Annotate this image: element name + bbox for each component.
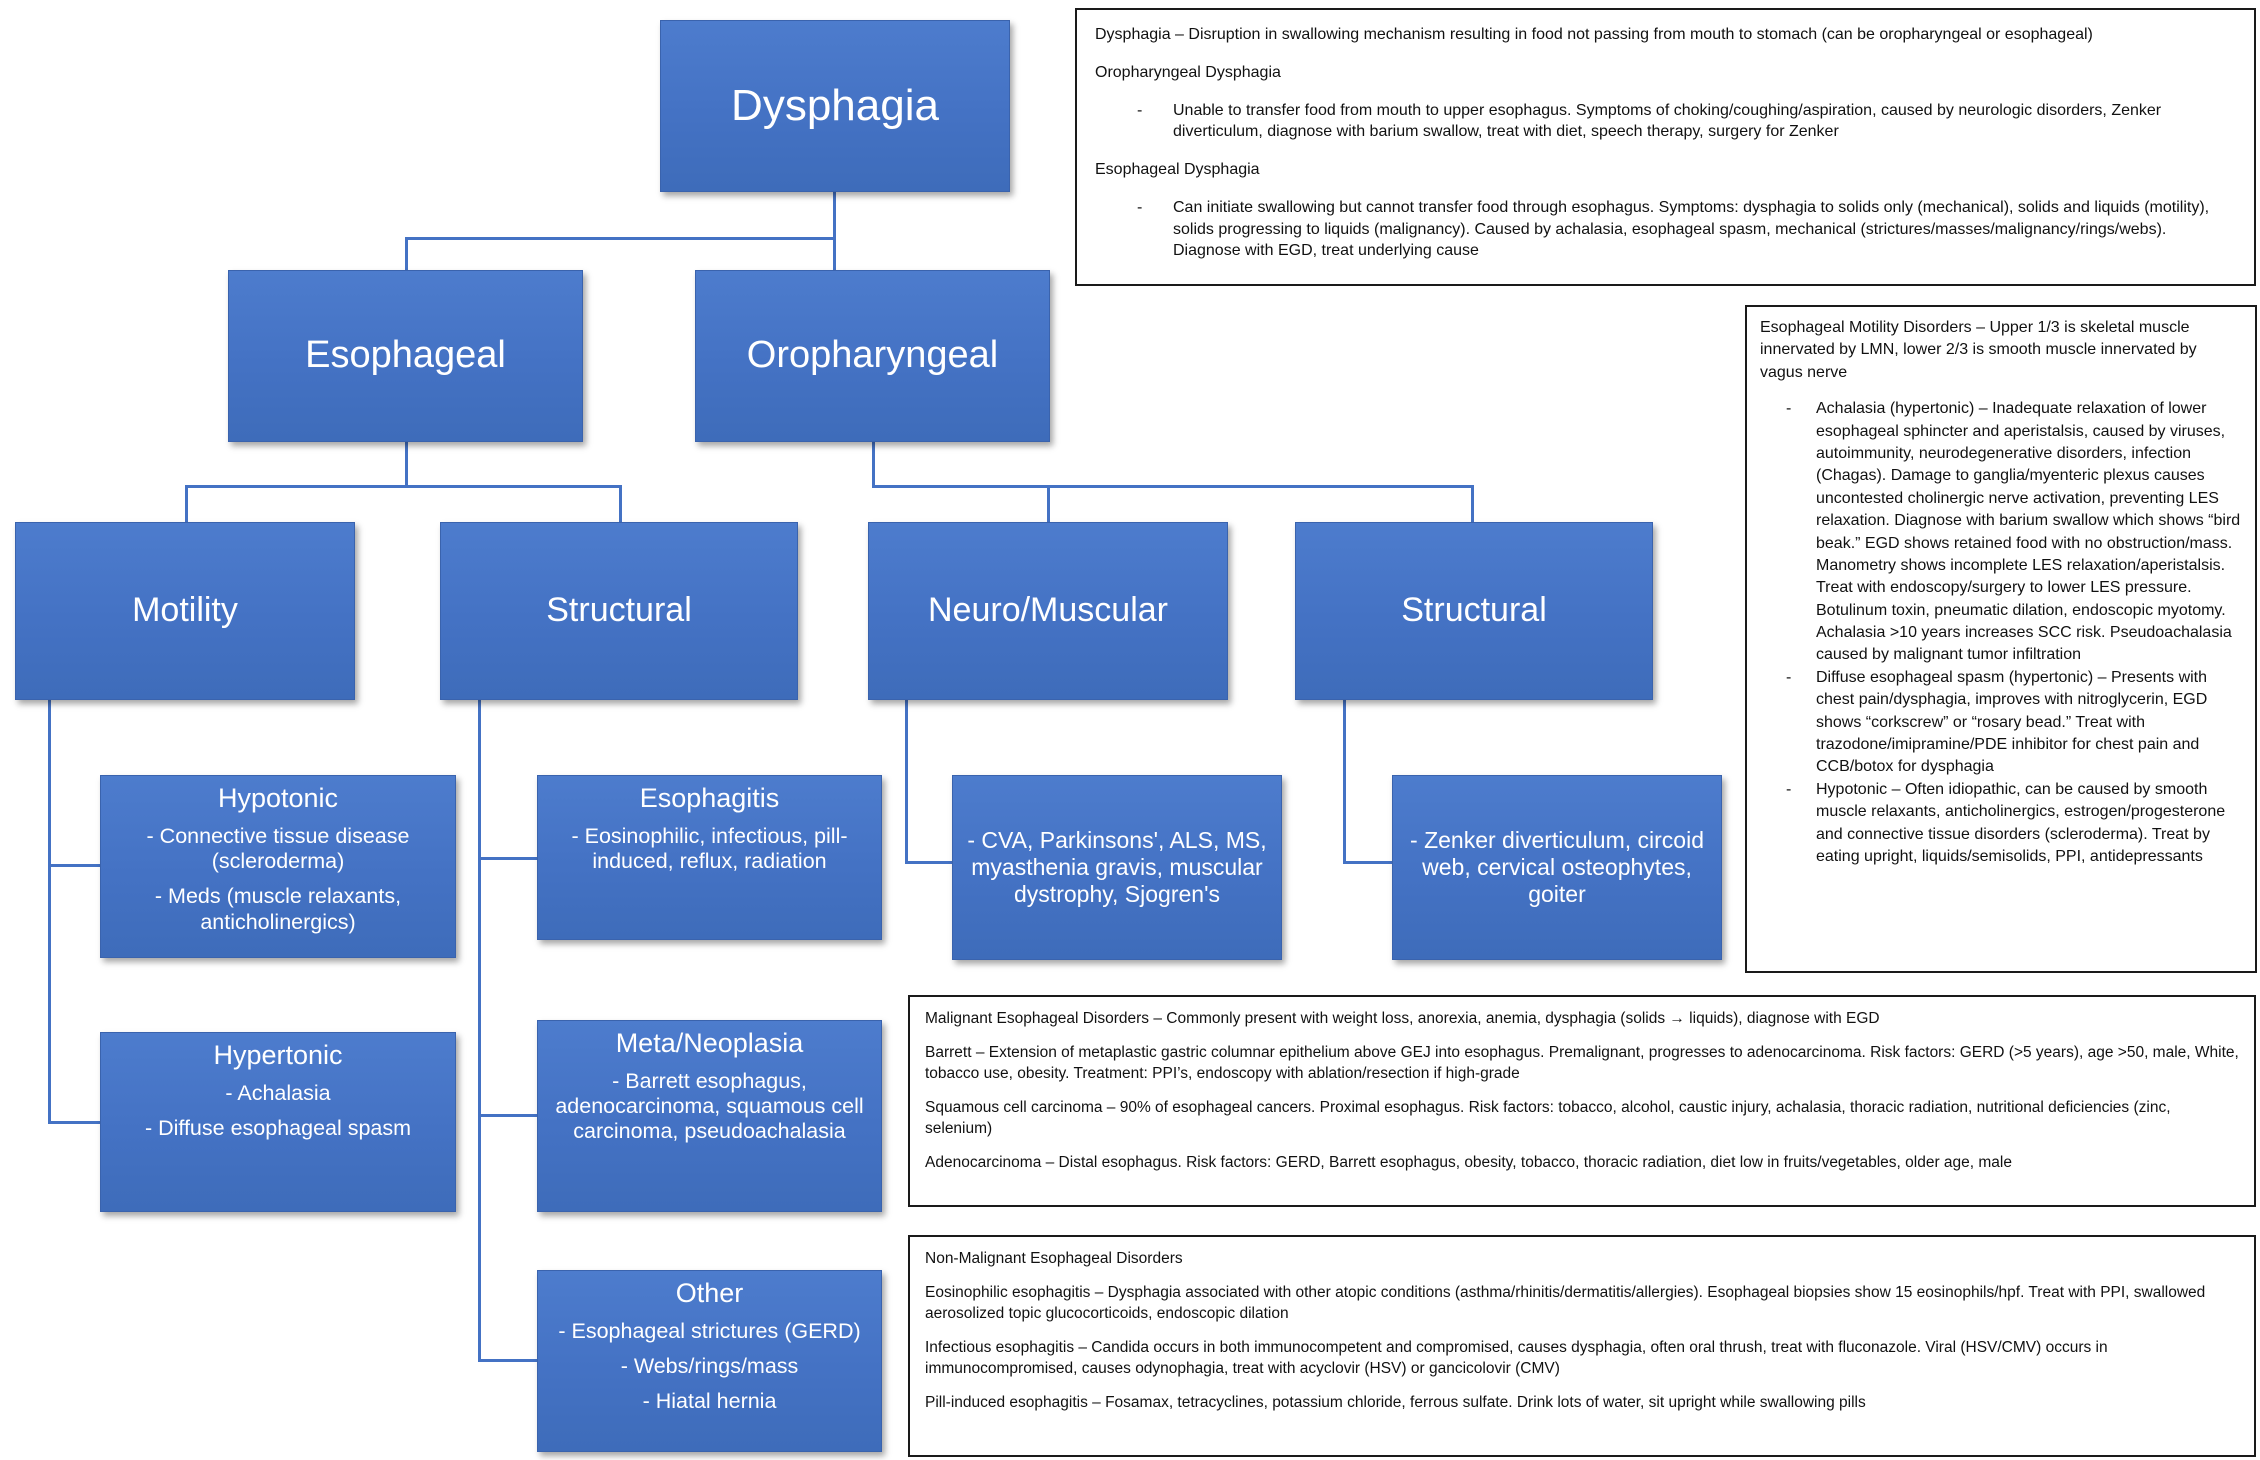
node-title: Meta/Neoplasia xyxy=(615,1028,804,1058)
node-title: Structural xyxy=(546,591,692,630)
note-dysphagia-overview xyxy=(1075,8,2256,286)
note-esophageal-motility-disorders xyxy=(1745,305,2257,973)
connector-line xyxy=(905,861,952,864)
connector-line xyxy=(185,485,621,488)
connector-line xyxy=(478,1359,537,1362)
note-paragraph: Esophageal Motility Disorders – Upper 1/3 is skeletal muscle innervated by LMN, lower 2/3 is smooth muscle innervated by vagus nerve xyxy=(1760,319,2197,381)
node-title: Structural xyxy=(1401,591,1547,630)
node-title: Dysphagia xyxy=(731,80,939,130)
note-non-malignant-esophageal-disorders xyxy=(908,1235,2256,1457)
connector-line xyxy=(872,442,875,485)
connector-line xyxy=(1471,485,1474,522)
connector-line xyxy=(872,485,1474,488)
connector-line xyxy=(185,485,188,522)
note-malignant-esophageal-disorders xyxy=(908,995,2256,1207)
note-bullet: - Can initiate swallowing but cannot transfer food through esophagus. Symptoms: dysphagia to solids only (mechanical), solids and liquids (motility), solids progressing to liquids (malignancy). Caused by achalasia, esophageal spasm, mechanical (strictures/masses/malignancy/rings/webs). Diagnose with EGD, treat underlying cause xyxy=(1095,197,2236,262)
node-neuro-muscular xyxy=(868,522,1228,700)
note-paragraph: Esophageal Dysphagia xyxy=(1095,161,1260,178)
connector-line xyxy=(619,485,622,522)
node-title: Neuro/Muscular xyxy=(928,591,1168,630)
connector-line xyxy=(48,864,102,867)
node-neuro-muscular-causes xyxy=(952,775,1282,960)
note-paragraph: Malignant Esophageal Disorders – Commonly present with weight loss, anorexia, anemia, dysphagia (solids → liquids), diagnose with EGD xyxy=(925,1010,1880,1027)
connector-line xyxy=(1343,700,1346,864)
connector-line xyxy=(405,442,408,485)
note-paragraph: Non-Malignant Esophageal Disorders xyxy=(925,1250,1183,1267)
connector-line xyxy=(478,700,481,1362)
note-bullet: - Diffuse esophageal spasm (hypertonic) – Presents with chest pain/dysphagia, improves with nitroglycerin, EGD shows “corkscrew” or “rosary bead.” Treat with trazodone/imipramine/PDE inhibitor for chest pain and CCB/botox for dysphagia xyxy=(1760,667,2242,779)
node-title: Oropharyngeal xyxy=(746,334,999,377)
node-line: - Zenker diverticulum, circoid web, cervical osteophytes, goiter xyxy=(1410,826,1704,908)
note-paragraph: Dysphagia – Disruption in swallowing mechanism resulting in food not passing from mouth to stomach (can be oropharyngeal or esophageal) xyxy=(1095,26,2093,43)
node-motility xyxy=(15,522,355,700)
connector-line xyxy=(48,700,51,1124)
connector-line xyxy=(1047,485,1050,522)
note-paragraph: Barrett – Extension of metaplastic gastric columnar epithelium above GEJ into esophagus. Premalignant, progresses to adenocarcinoma. Risk factors: GERD (>5 years), age >50, male, White, tobacco use, obesity. Treatment: PPI’s, endoscopy with ablation/resection if high-grade xyxy=(925,1044,2239,1083)
note-bullet: - Hypotonic – Often idiopathic, can be caused by smooth muscle relaxants, anticholinergics, estrogen/progesterone and connective tissue disorders (scleroderma). Treat by eating upright, liquids/semisolids, PPI, antidepressants xyxy=(1760,779,2242,869)
note-paragraph: Oropharyngeal Dysphagia xyxy=(1095,63,1281,81)
note-paragraph: Pill-induced esophagitis – Fosamax, tetracyclines, potassium chloride, ferrous sulfate. Drink lots of water, sit upright while swallowing pills xyxy=(925,1394,1866,1412)
node-other xyxy=(537,1270,882,1452)
note-paragraph: Squamous cell carcinoma – 90% of esophageal cancers. Proximal esophagus. Risk factors: tobacco, alcohol, caustic injury, achalasia, thoracic radiation, nutritional deficiencies (zinc, selenium) xyxy=(925,1099,2171,1138)
node-line: - CVA, Parkinsons', ALS, MS, myasthenia gravis, muscular dystrophy, Sjogren's xyxy=(967,826,1267,908)
node-title: Hypertonic xyxy=(213,1040,343,1070)
node-title: Esophageal xyxy=(305,334,506,377)
connector-line xyxy=(1343,861,1392,864)
connector-line xyxy=(478,1114,537,1117)
connector-line xyxy=(905,700,908,864)
connector-line xyxy=(405,237,408,270)
connector-line xyxy=(833,192,836,270)
node-line: - Hiatal hernia xyxy=(642,1389,777,1414)
node-hypotonic xyxy=(100,775,456,958)
node-hypertonic xyxy=(100,1032,456,1212)
note-paragraph: Adenocarcinoma – Distal esophagus. Risk factors: GERD, Barrett esophagus, obesity, tobacco, thoracic radiation, diet low in fruits/vegetables, older age, male xyxy=(925,1154,2012,1172)
node-esophageal xyxy=(228,270,583,442)
node-line: - Diffuse esophageal spasm xyxy=(144,1116,412,1141)
note-paragraph: Infectious esophagitis – Candida occurs in both immunocompetent and compromised, causes dysphagia, often oral thrush, treat with fluconazole. Viral (HSV/CMV) occurs in immunocompromised, causes odynophagia, treat with acyclovir (HSV) or gancicolovir (CMV) xyxy=(925,1339,2108,1378)
connector-line xyxy=(48,1121,102,1124)
node-structural-causes xyxy=(1392,775,1722,960)
node-dysphagia xyxy=(660,20,1010,192)
node-meta-neoplasia xyxy=(537,1020,882,1212)
node-title: Other xyxy=(675,1278,744,1308)
node-line: - Webs/rings/mass xyxy=(620,1354,799,1379)
node-structural-esophageal xyxy=(440,522,798,700)
node-line: - Connective tissue disease (scleroderma) xyxy=(146,823,410,874)
note-bullet: - Achalasia (hypertonic) – Inadequate relaxation of lower esophageal sphincter and aperistalsis, caused by viruses, autoimmunity, neurodegenerative disorders, infection (Chagas). Damage to ganglia/myenteric plexus causes uncontested cholinergic nerve activation, preventing LES relaxation. Diagnose with barium swallow which shows “bird beak.” EGD shows retained food with no obstruction/mass. Manometry shows incomplete LES relaxation/aperistalsis. Treat with endoscopy/surgery to lower LES pressure. Botulinum toxin, pneumatic dilation, endoscopic myotomy. Achalasia >10 years increases SCC risk. Pseudoachalasia caused by malignant tumor infiltration xyxy=(1760,398,2242,667)
connector-line xyxy=(478,857,537,860)
node-line: - Meds (muscle relaxants, anticholinergics) xyxy=(154,884,402,934)
node-line: - Achalasia xyxy=(225,1080,331,1105)
node-title: Hypotonic xyxy=(217,783,339,813)
node-structural-oropharyngeal xyxy=(1295,522,1653,700)
node-line: - Esophageal strictures (GERD) xyxy=(558,1318,861,1343)
node-oropharyngeal xyxy=(695,270,1050,442)
node-esophagitis xyxy=(537,775,882,940)
node-title: Esophagitis xyxy=(639,783,780,813)
connector-line xyxy=(405,237,835,240)
note-paragraph: Eosinophilic esophagitis – Dysphagia associated with other atopic conditions (asthma/rhinitis/dermatitis/allergies). Esophageal biopsies show 15 eosinophils/hpf. Treat with PPI, swallowed aerosolized topic glucocorticoids, endoscopic dilation xyxy=(925,1284,2206,1323)
node-line: - Eosinophilic, infectious, pill-induced, reflux, radiation xyxy=(571,823,848,874)
node-title: Motility xyxy=(132,591,238,630)
note-bullet: - Unable to transfer food from mouth to upper esophagus. Symptoms of choking/coughing/aspiration, caused by neurologic disorders, Zenker diverticulum, diagnose with barium swallow, treat with diet, speech therapy, surgery for Zenker xyxy=(1095,100,2236,144)
node-line: - Barrett esophagus, adenocarcinoma, squamous cell carcinoma, pseudoachalasia xyxy=(555,1068,864,1144)
